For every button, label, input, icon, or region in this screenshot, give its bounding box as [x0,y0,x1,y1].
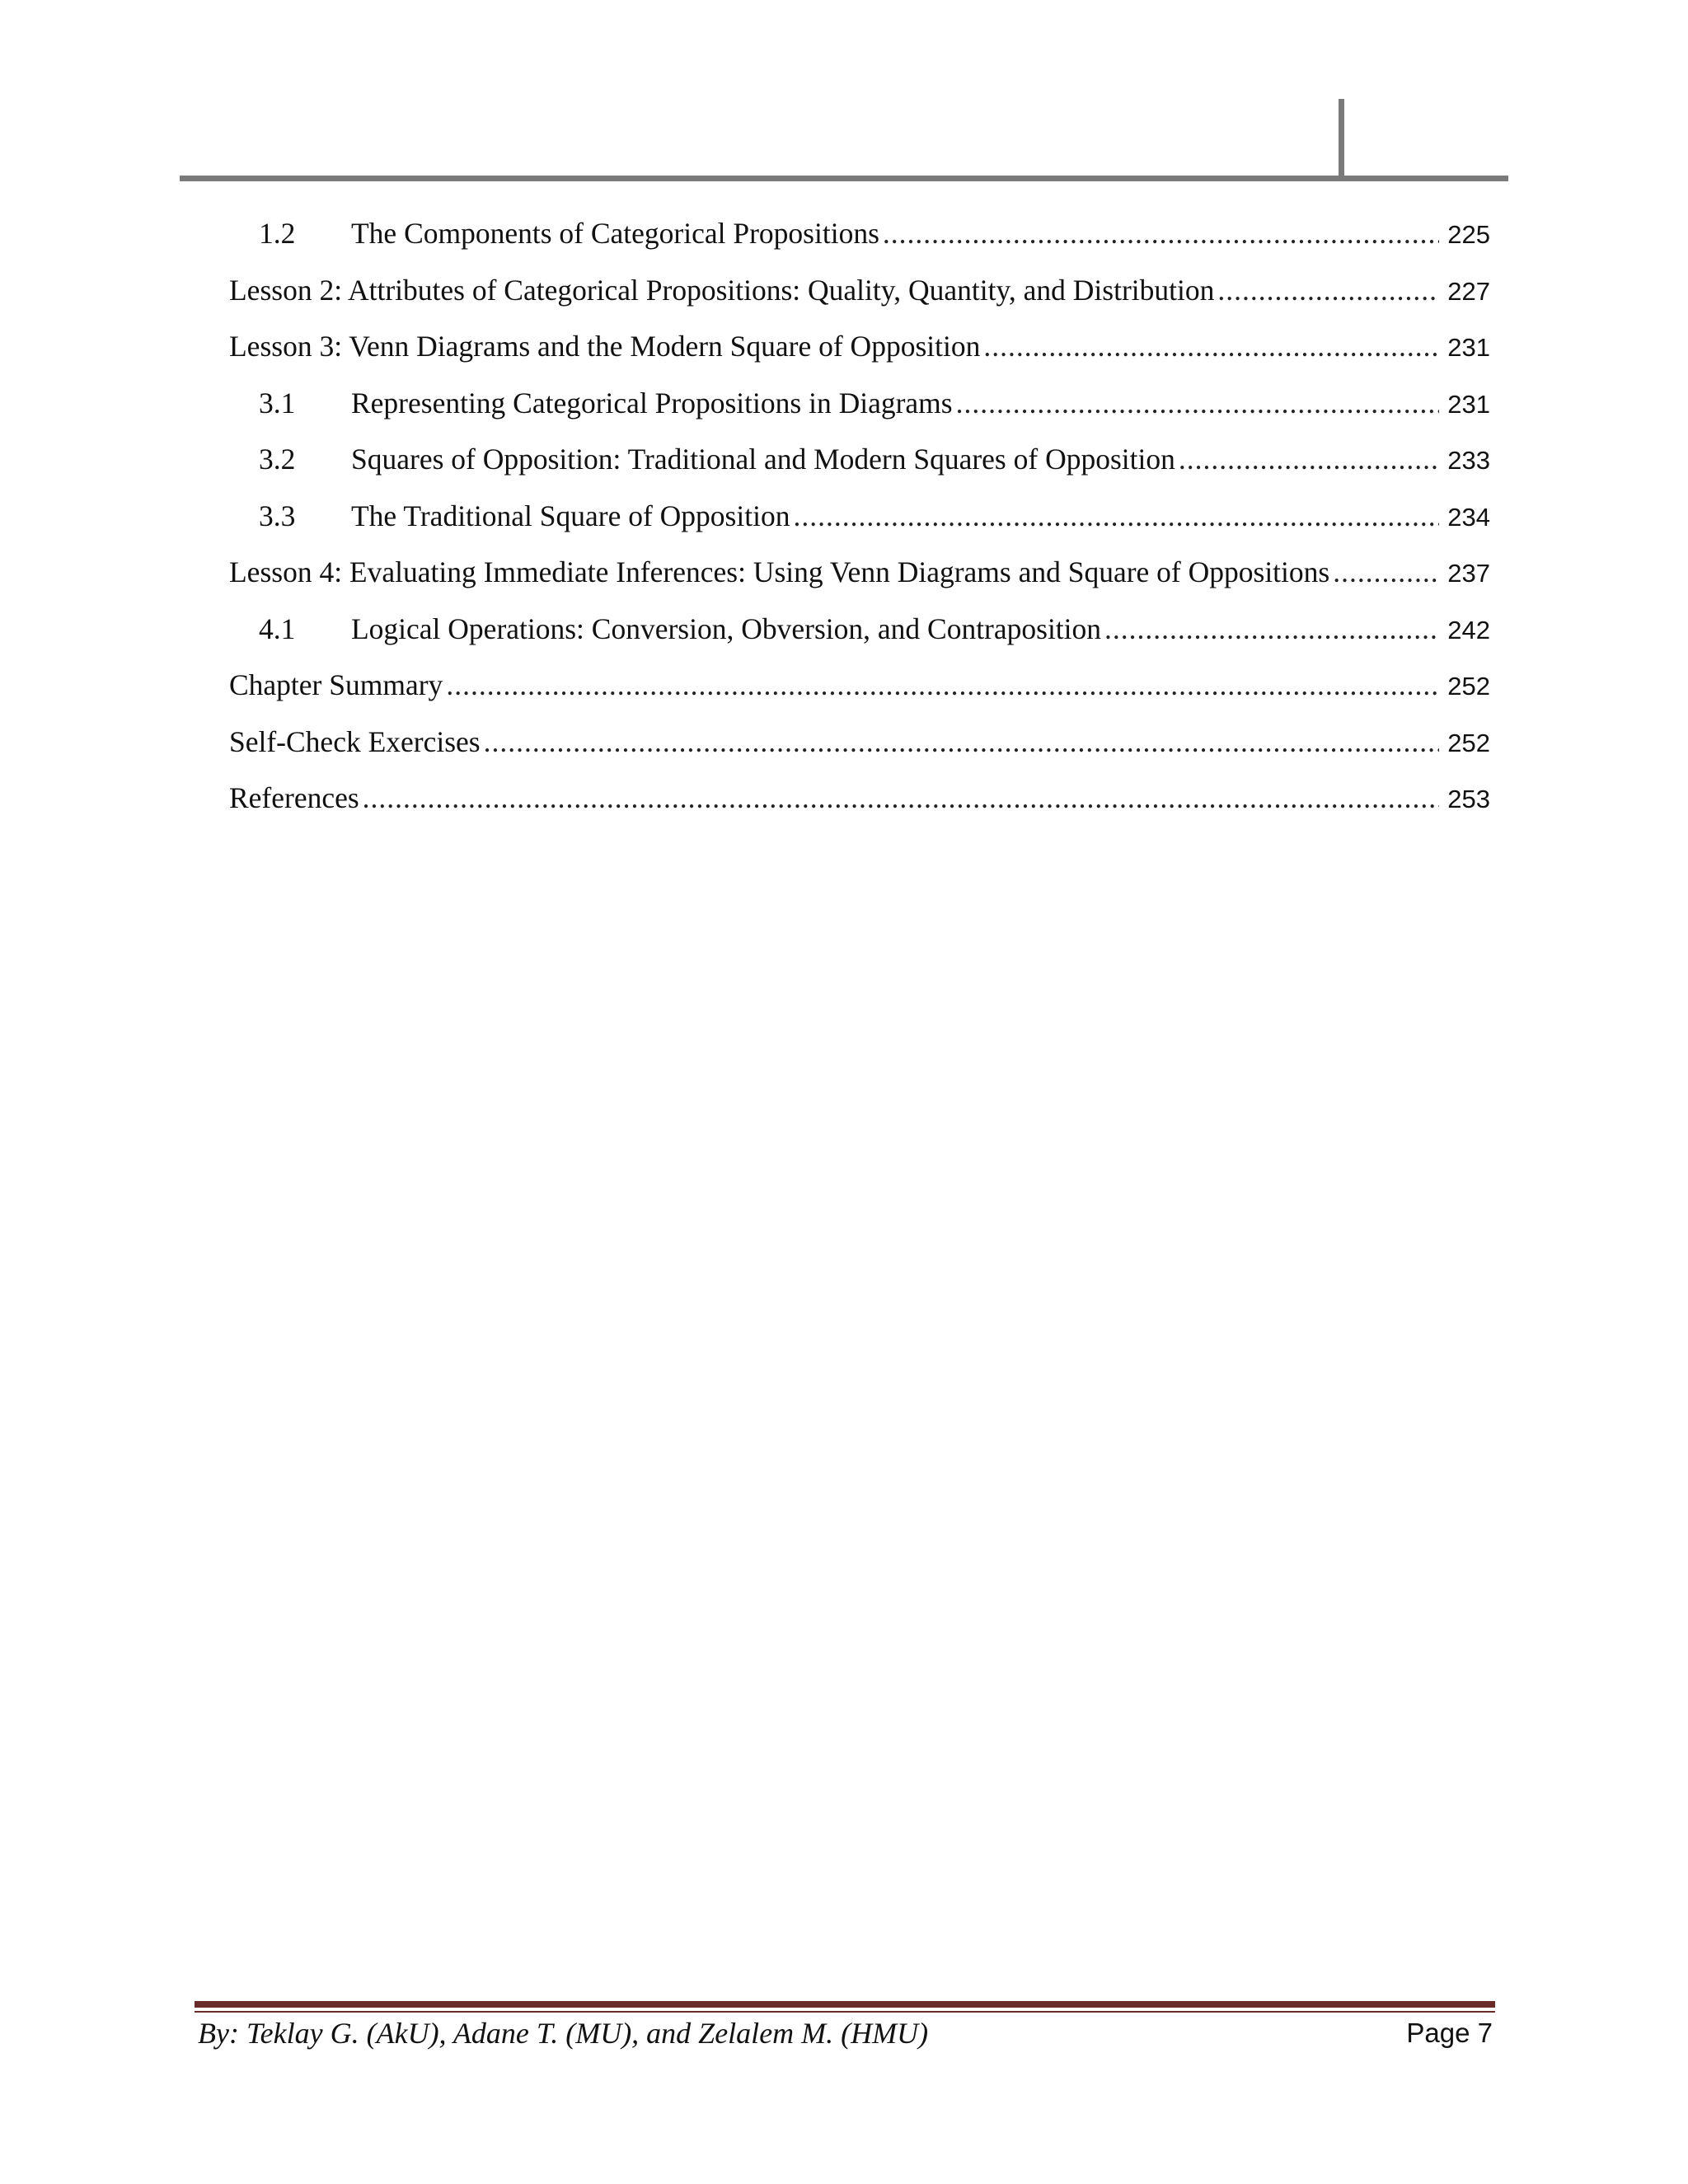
toc-entry-title: Lesson 2: Attributes of Categorical Propositions: Quality, Quantity, and Distribution [229,273,1215,307]
footer-page-number: Page 7 [1406,2018,1493,2048]
toc-entry[interactable] [229,386,1490,443]
toc-entry[interactable] [229,442,1490,499]
toc-entry[interactable] [229,216,1490,273]
toc-entry-number: 1.2 [259,217,296,250]
toc-entry-number: 4.1 [259,612,296,645]
toc-entry[interactable] [229,499,1490,555]
footer-rule-thick [195,2001,1495,2008]
toc-entry-title: Lesson 3: Venn Diagrams and the Modern Square of Opposition [229,330,981,363]
toc-dot-leader [1179,442,1439,476]
toc-dot-leader [363,780,1439,815]
toc-entry-title: Logical Operations: Conversion, Obversion, and Contraposition [351,612,1102,645]
toc-entry-title: Squares of Opposition: Traditional and Modern Squares of Opposition [351,443,1175,476]
toc-entry-title: References [229,781,359,814]
toc-entry-number: 3.3 [259,499,296,532]
toc-entry[interactable] [229,273,1490,330]
toc-entry-page: 253 [1447,785,1490,813]
header-rule [180,176,1508,181]
toc-dot-leader [983,329,1439,363]
toc-entry-number: 3.1 [259,386,296,419]
toc-entry-title: Chapter Summary [229,668,443,701]
toc-entry-title: Self-Check Exercises [229,724,481,758]
table-of-contents [229,216,1490,837]
toc-dot-leader [956,386,1439,420]
toc-entry-page: 231 [1447,333,1490,362]
toc-entry-page: 252 [1447,672,1490,701]
toc-entry[interactable] [229,668,1490,724]
toc-dot-leader [484,724,1439,759]
toc-entry-title: The Traditional Square of Opposition [351,499,790,532]
toc-entry-page: 225 [1447,220,1490,249]
toc-entry[interactable] [229,612,1490,668]
toc-entry-page: 252 [1447,728,1490,757]
toc-entry[interactable] [229,329,1490,386]
toc-entry-number: 3.2 [259,443,296,476]
header-vertical-tick [1339,99,1344,181]
toc-dot-leader [793,499,1439,533]
toc-dot-leader [883,216,1439,251]
toc-dot-leader [1333,555,1439,589]
toc-dot-leader [1217,273,1439,307]
toc-entry-title: Representing Categorical Propositions in Diagrams [351,386,953,419]
toc-dot-leader [446,668,1439,702]
toc-entry-title: The Components of Categorical Propositions [351,217,879,250]
toc-entry-page: 237 [1447,559,1490,588]
toc-entry-page: 242 [1447,615,1490,644]
toc-entry[interactable] [229,555,1490,612]
footer-authors: By: Teklay G. (AkU), Adane T. (MU), and Zelalem M. (HMU) [198,2017,929,2050]
toc-entry[interactable] [229,724,1490,781]
toc-entry-page: 227 [1447,276,1490,306]
toc-entry-page: 233 [1447,446,1490,475]
toc-dot-leader [1104,612,1439,646]
toc-entry-page: 234 [1447,502,1490,532]
toc-entry-title: Lesson 4: Evaluating Immediate Inferences: Using Venn Diagrams and Square of Oppositions [229,555,1330,588]
toc-entry-page: 231 [1447,389,1490,419]
toc-entry[interactable] [229,780,1490,837]
footer-rule-thin [195,2011,1495,2013]
